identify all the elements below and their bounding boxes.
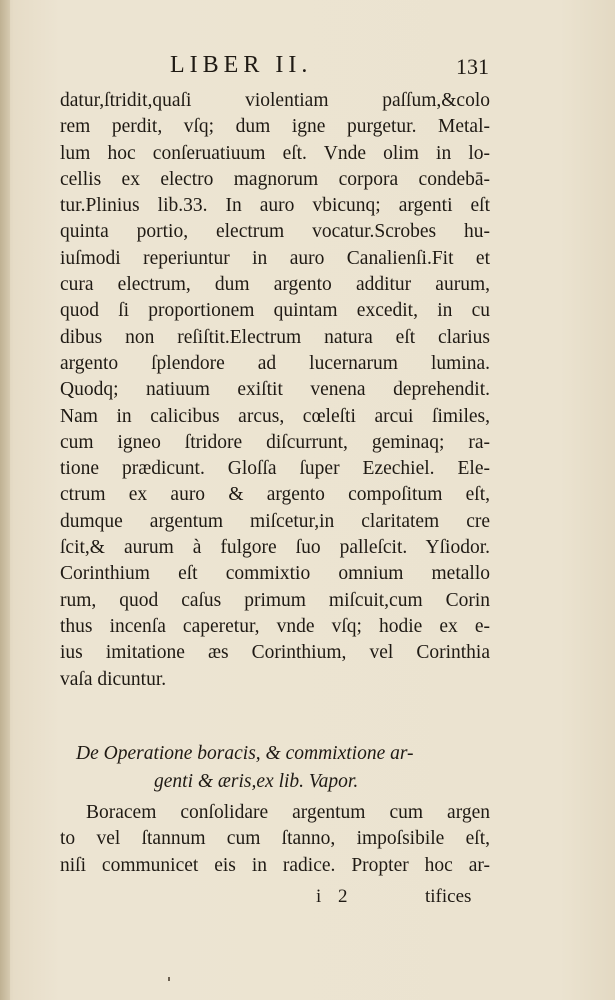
text-line: dibus non reſiſtit.Electrum natura eſt clarius: [60, 326, 490, 348]
catchword: tifices: [425, 886, 472, 907]
text-line: Boracem conſolidare argentum cum argen: [86, 802, 490, 823]
text-line: datur,ſtridit,quaſi violentiam paſſum,&colo: [60, 90, 490, 111]
text-line: rem perdit, vſq; dum igne purgetur. Metal-: [60, 116, 490, 138]
text-line: iuſmodi reperiuntur in auro Canalienſi.Fit et: [60, 247, 490, 269]
page-gutter-shadow: [0, 0, 10, 1000]
running-head-title: LIBER II.: [170, 52, 313, 78]
text-line: rum, quod caſus primum miſcuit,cum Corin: [60, 589, 490, 611]
text-line: Corinthium eſt commixtio omnium metallo: [60, 563, 490, 585]
paper-speck: [168, 977, 170, 981]
text-line: dumque argentum miſcetur,in claritatem cre: [60, 510, 490, 532]
page-number: 131: [456, 54, 489, 79]
section-heading-line: De Operatione boracis, & commixtione ar-: [76, 743, 414, 764]
text-line: quinta portio, electrum vocatur.Scrobes hu-: [60, 221, 490, 243]
main-text-block: [60, 88, 490, 693]
text-line: ſcit,& aurum à fulgore ſuo palleſcit. Yſiodor.: [60, 537, 490, 559]
text-line: argento ſplendore ad lucernarum lumina.: [60, 352, 490, 374]
text-line: cellis ex electro magnorum corpora condebā-: [60, 168, 490, 190]
text-line: niſi communicet eis in radice. Propter hoc ar-: [60, 854, 490, 876]
text-line: quod ſi proportionem quintam excedit, in cu: [60, 300, 490, 322]
section-heading-line: genti & æris,ex lib. Vapor.: [154, 771, 359, 792]
text-line: ius imitatione æs Corinthium, vel Corinthia: [60, 642, 490, 664]
text-line: cura electrum, dum argento additur aurum,: [60, 274, 490, 296]
text-line: Nam in calicibus arcus, cœleſti arcui ſimiles,: [60, 405, 490, 427]
text-line: lum hoc conſeruatiuum eſt. Vnde olim in lo-: [60, 142, 490, 164]
text-line: cum igneo ſtridore diſcurrunt, geminaq; ra-: [60, 431, 490, 453]
text-line: tione prædicunt. Gloſſa ſuper Ezechiel. Ele-: [60, 458, 490, 480]
text-line: Quodq; natiuum exiſtit venena deprehendit.: [60, 379, 490, 401]
text-line: tur.Plinius lib.33. In auro vbicunq; argenti eſt: [60, 195, 490, 217]
section-heading: [76, 740, 496, 796]
text-line: ctrum ex auro & argento compoſitum eſt,: [60, 484, 490, 506]
text-line: vaſa dicuntur.: [60, 668, 167, 690]
text-line: thus incenſa caperetur, vnde vſq; hodie ex e-: [60, 615, 490, 637]
text-line: to vel ſtannum cum ſtanno, impoſsibile eſt,: [60, 828, 490, 850]
running-head: [0, 52, 615, 86]
section-text-block: [60, 800, 490, 879]
signature-mark: i 2: [316, 886, 354, 907]
